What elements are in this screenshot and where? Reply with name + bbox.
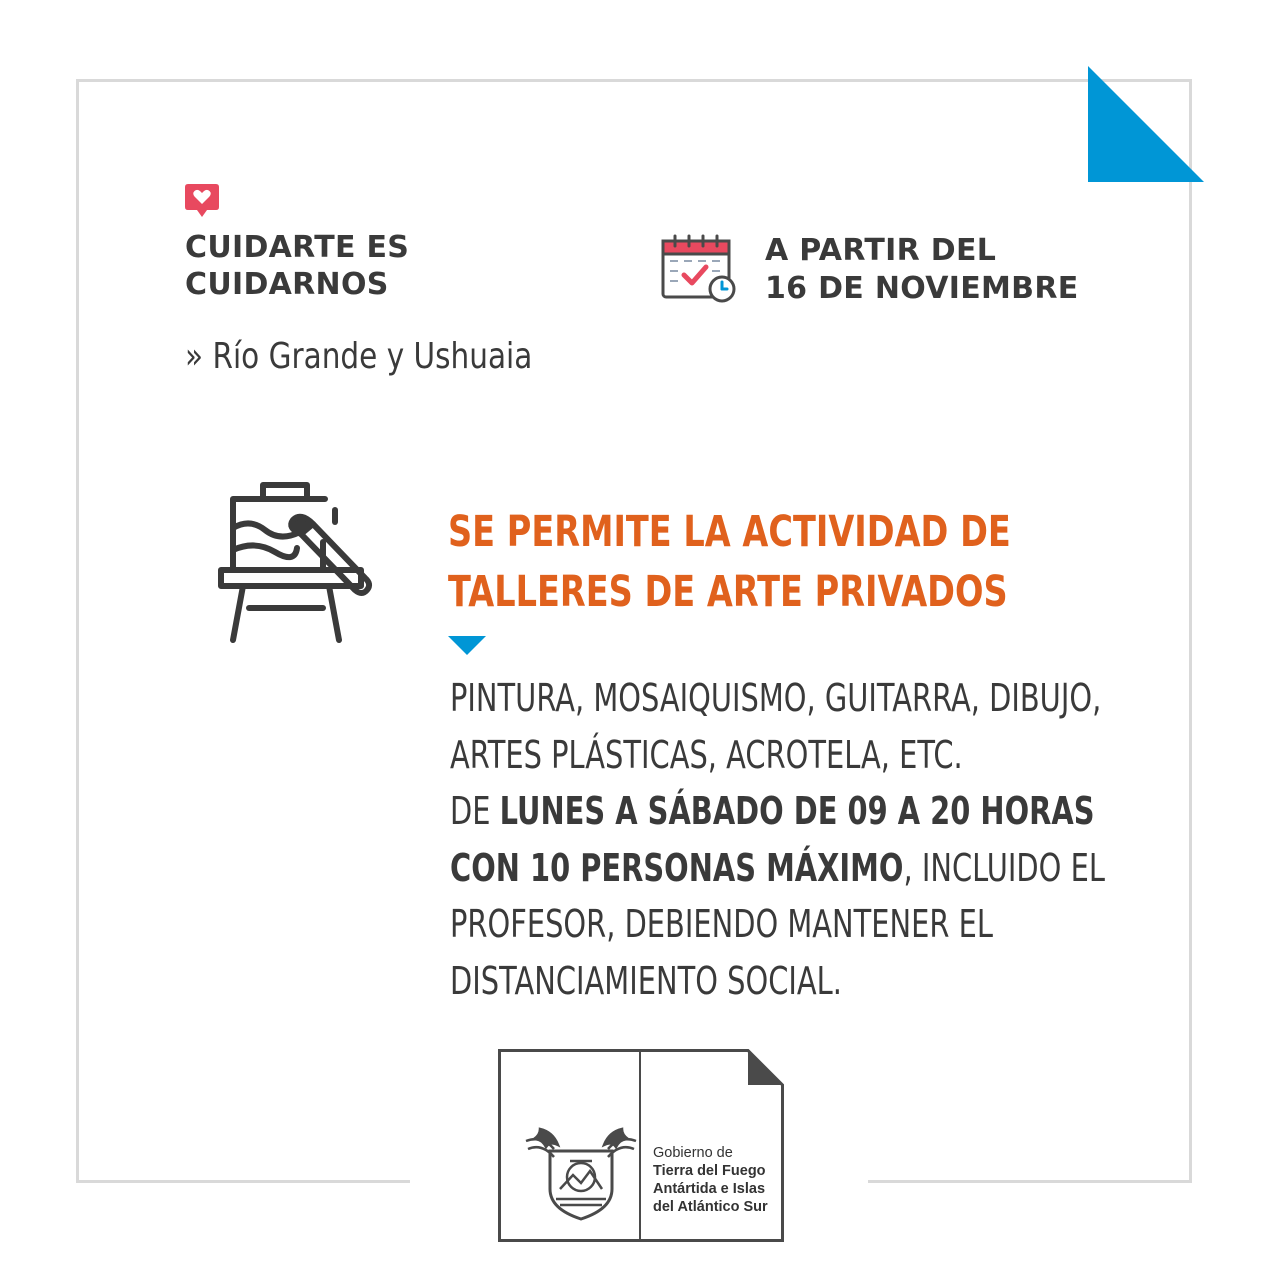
start-date-heading	[765, 232, 1079, 308]
details-line-2: ARTES PLÁSTICAS, ACROTELA, ETC.	[450, 732, 963, 777]
logo-line-3: Antártida e Islas	[653, 1181, 766, 1197]
brand-title	[185, 229, 409, 303]
logo-line-4: del Atlántico Sur	[653, 1199, 768, 1215]
details-line-3	[450, 783, 1105, 840]
logo-line-2: Tierra del Fuego	[653, 1163, 766, 1179]
details-line-4-rest: , INCLUIDO EL	[903, 845, 1105, 890]
headline-line-2: TALLERES DE ARTE PRIVADOS	[448, 567, 1008, 617]
schedule-bold: LUNES A SÁBADO DE 09 A 20 HORAS	[499, 789, 1095, 833]
calendar-check-icon	[660, 233, 740, 305]
logo-line-1: Gobierno de	[653, 1145, 733, 1161]
details-line-6: DISTANCIAMIENTO SOCIAL.	[450, 958, 842, 1003]
location-text: » Río Grande y Ushuaia	[185, 336, 533, 377]
brand-line-2: CUIDARNOS	[185, 267, 389, 302]
details-line-1: PINTURA, MOSAIQUISMO, GUITARRA, DIBUJO,	[450, 676, 1102, 720]
details-line-5: PROFESOR, DEBIENDO MANTENER EL	[450, 902, 993, 946]
details-line-4	[450, 840, 1105, 897]
details-line-3-prefix: DE	[450, 789, 500, 833]
capacity-bold: CON 10 PERSONAS MÁXIMO	[450, 845, 904, 890]
blue-corner-triangle	[1088, 66, 1204, 182]
date-line-2: 16 DE NOVIEMBRE	[765, 271, 1079, 306]
headline	[448, 502, 1011, 622]
easel-painting-icon	[215, 480, 375, 645]
date-line-1: A PARTIR DEL	[765, 233, 997, 268]
heart-speech-bubble-icon	[183, 182, 221, 220]
headline-line-1: SE PERMITE LA ACTIVIDAD DE	[448, 507, 1011, 557]
government-name	[653, 1144, 768, 1216]
pointer-triangle-icon	[448, 636, 486, 656]
brand-line-1: CUIDARTE ES	[185, 230, 410, 265]
details-text	[450, 670, 1105, 1009]
